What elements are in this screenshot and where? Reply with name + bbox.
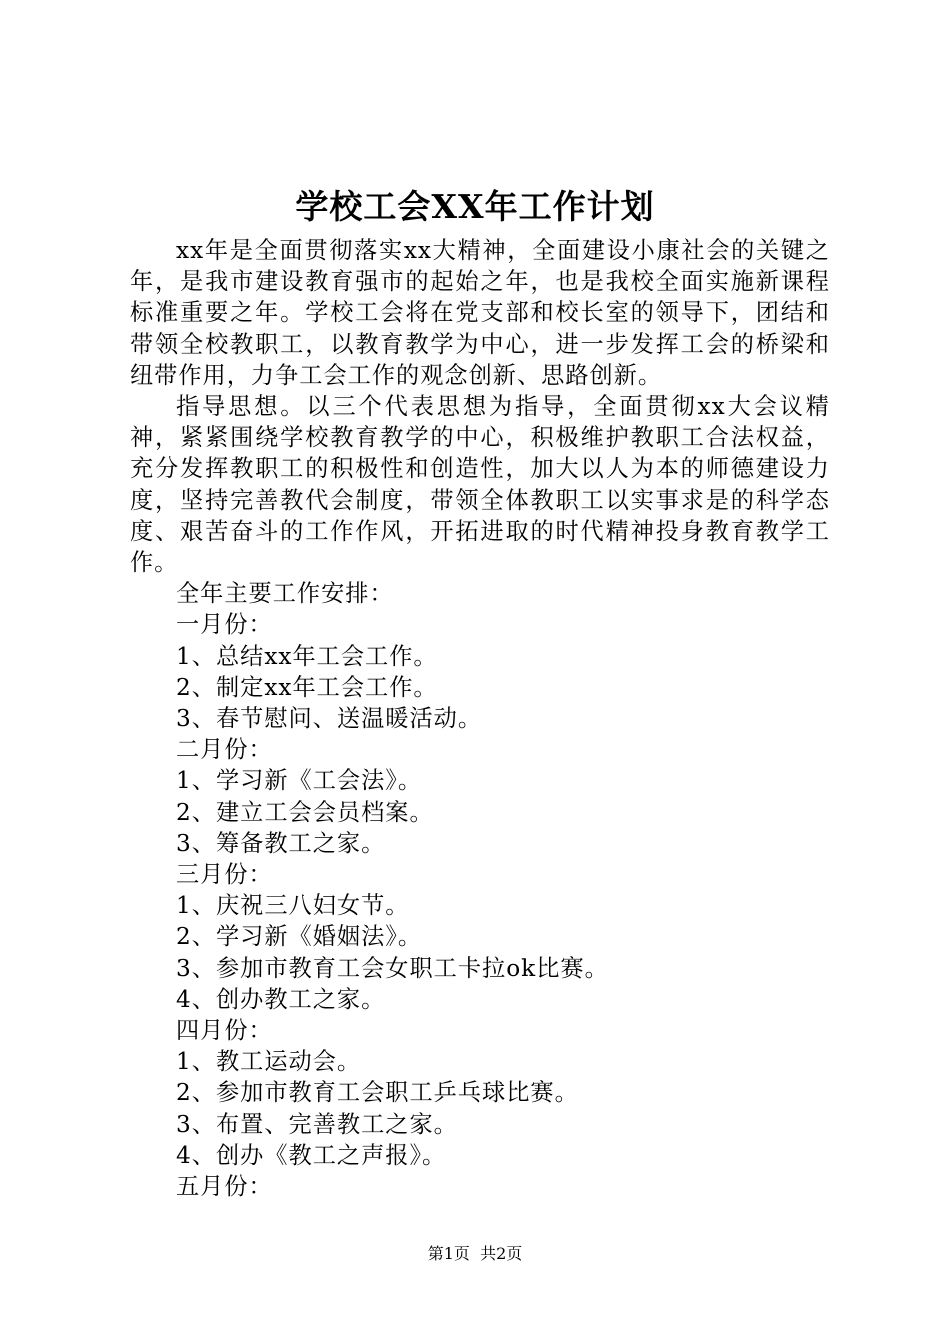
month-label-may: 五月份： (176, 1173, 273, 1201)
document-body (130, 235, 830, 1202)
list-item: 3、参加市教育工会女职工卡拉ok比赛。 (176, 954, 609, 982)
document-title: 学校工会XX年工作计划 (295, 187, 655, 226)
month-label-january: 一月份： (176, 611, 273, 639)
list-item: 4、创办《教工之声报》。 (176, 1141, 447, 1169)
schedule-heading: 全年主要工作安排： (176, 580, 394, 608)
list-item: 3、布置、完善教工之家。 (176, 1110, 458, 1138)
month-label-april: 四月份： (176, 1017, 273, 1045)
list-item: 2、制定xx年工会工作。 (176, 673, 438, 701)
list-item: 2、学习新《婚姻法》。 (176, 923, 423, 951)
list-item: 2、建立工会会员档案。 (176, 798, 434, 826)
month-label-february: 二月份： (176, 736, 273, 764)
page-footer: 第1页 共2页 (427, 1244, 523, 1263)
list-item: 1、教工运动会。 (176, 1048, 362, 1076)
list-item: 4、创办教工之家。 (176, 985, 386, 1013)
list-item: 1、庆祝三八妇女节。 (176, 892, 410, 920)
list-item: 1、学习新《工会法》。 (176, 767, 423, 795)
list-item: 1、总结xx年工会工作。 (176, 642, 438, 670)
list-item: 3、筹备教工之家。 (176, 829, 386, 857)
month-label-march: 三月份： (176, 861, 273, 889)
intro-paragraph: xx年是全面贯彻落实xx大精神，全面建设小康社会的关键之年，是我市建设教育强市的起始之年，也是我校全面实施新课程标准重要之年。学校工会将在党支部和校长室的领导下，团结和带领全校教职工，以教育教学为中心，进一步发挥工会的桥梁和纽带作用，力争工会工作的观念创新、思路创新。 (130, 237, 830, 389)
list-item: 2、参加市教育工会职工乒乓球比赛。 (176, 1079, 579, 1107)
list-item: 3、春节慰问、送温暖活动。 (176, 705, 483, 733)
guiding-thought-paragraph: 指导思想。以三个代表思想为指导，全面贯彻xx大会议精神，紧紧围绕学校教育教学的中心，积极维护教职工合法权益，充分发挥教职工的积极性和创造性，加大以人为本的师德建设力度，坚持完善教代会制度，带领全体教职工以实事求是的科学态度、艰苦奋斗的工作作风，开拓进取的时代精神投身教育教学工作。 (130, 393, 830, 577)
